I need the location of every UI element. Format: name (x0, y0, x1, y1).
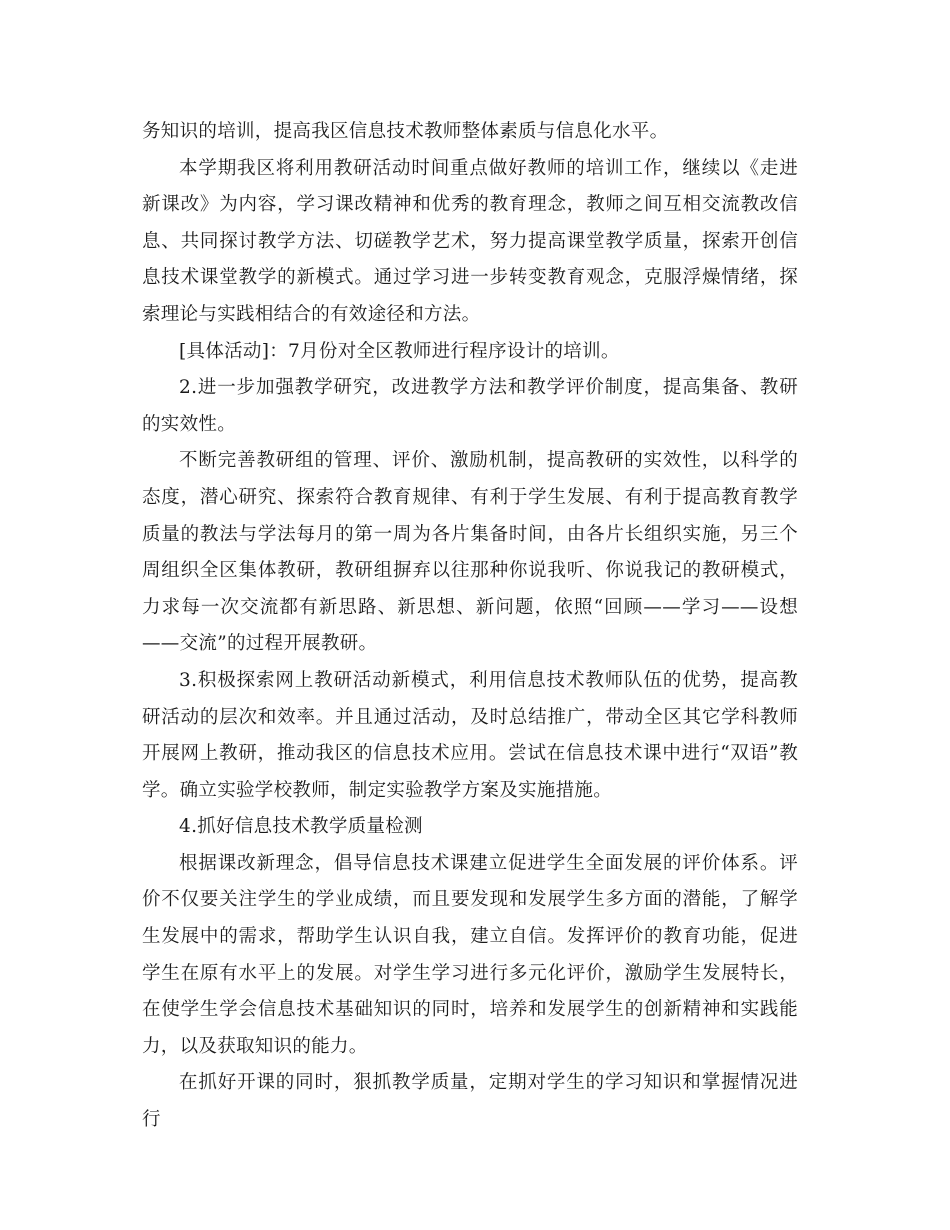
paragraph-7: 4.抓好信息技术教学质量检测 (179, 816, 423, 838)
paragraph-5: 不断完善教研组的管理、评价、激励机制，提高教研的实效性，以科学的态度，潜心研究、探索符合教育规律、有利于学生发展、有利于提高教育教学质量的教法与学法每月的第一周为各片集备时间，由各片长组织实施，另三个周组织全区集体教研，教研组摒弃以往那种你说我听、你说我记的教研模式，力求每一次交流都有新思路、新思想、新问题，依照“回顾——学习——设想——交流”的过程开展教研。 (142, 450, 798, 655)
paragraph-9: 在抓好开课的同时，狠抓教学质量，定期对学生的学习知识和掌握情况进行 (142, 1072, 798, 1131)
paragraph-1: 务知识的培训，提高我区信息技术教师整体素质与信息化水平。 (142, 121, 669, 142)
paragraph-6: 3.积极探索网上教研活动新模式，利用信息技术教师队伍的优势，提高教研活动的层次和效率。并且通过活动，及时总结推广，带动全区其它学科教师开展网上教研，推动我区的信息技术应用。尝试在信息技术课中进行“双语”教学。确立实验学校教师，制定实验教学方案及实施措施。 (142, 669, 798, 801)
document-body (142, 114, 798, 1139)
paragraph-4: 2.进一步加强教学研究，改进教学方法和教学评价制度，提高集备、教研的实效性。 (142, 377, 798, 435)
paragraph-2: 本学期我区将利用教研活动时间重点做好教师的培训工作，继续以《走进新课改》为内容，学习课改精神和优秀的教育理念，教师之间互相交流教改信息、共同探讨教学方法、切磋教学艺术，努力提高课堂教学质量，探索开创信息技术课堂教学的新模式。通过学习进一步转变教育观念，克服浮燥情绪，探索理论与实践相结合的有效途径和方法。 (142, 157, 798, 325)
paragraph-8: 根据课改新理念，倡导信息技术课建立促进学生全面发展的评价体系。评价不仅要关注学生的学业成绩，而且要发现和发展学生多方面的潜能，了解学生发展中的需求，帮助学生认识自我，建立自信。发挥评价的教育功能，促进学生在原有水平上的发展。对学生学习进行多元化评价，激励学生发展特长，在使学生学会信息技术基础知识的同时，培养和发展学生的创新精神和实践能力，以及获取知识的能力。 (142, 852, 798, 1057)
paragraph-3: [具体活动]：7月份对全区教师进行程序设计的培训。 (179, 340, 620, 362)
